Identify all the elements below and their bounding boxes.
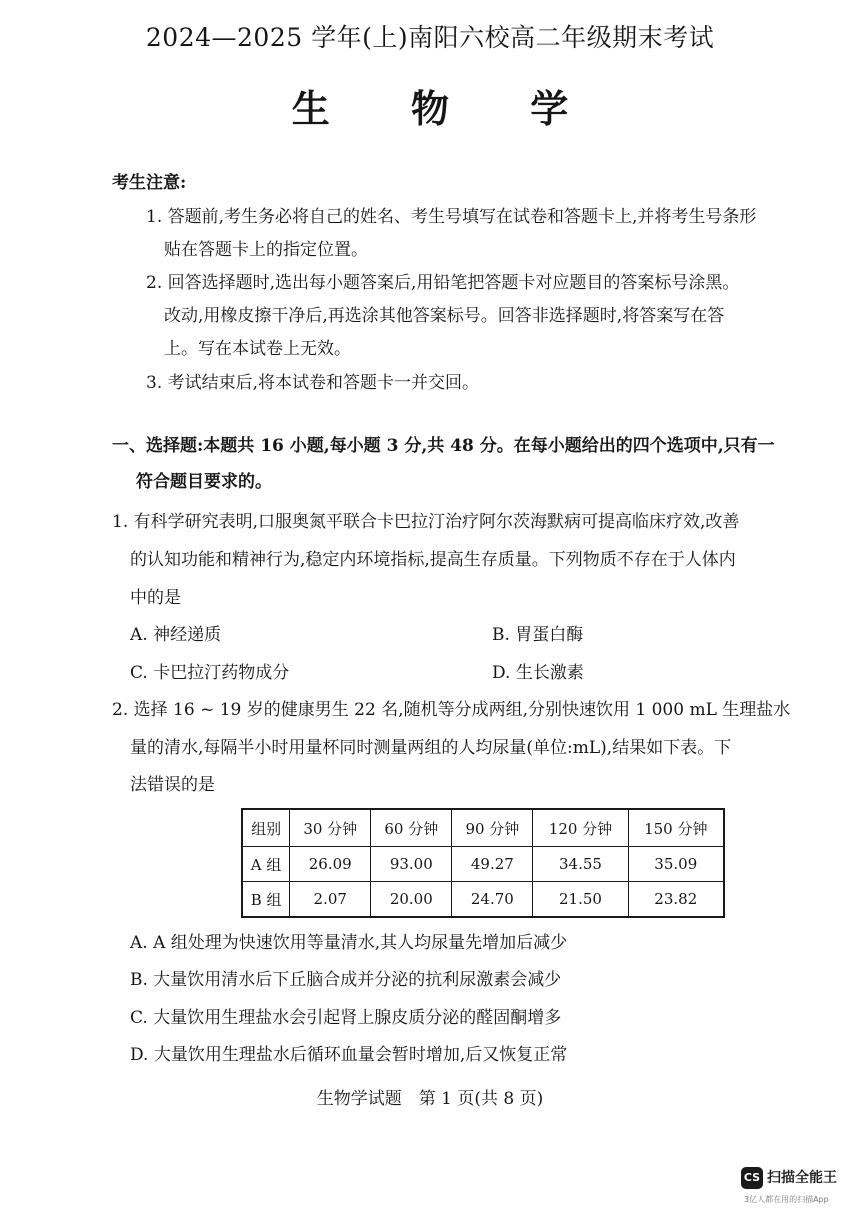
- q1-option-b: B. 胃蛋白酶: [492, 625, 584, 645]
- camscanner-tagline: 3亿人都在用的扫描App: [744, 1195, 829, 1204]
- notice-line-2: 贴在答题卡上的指定位置。: [164, 240, 368, 260]
- table-header-cell: 150 分钟: [628, 809, 724, 847]
- table-cell: 23.82: [628, 882, 724, 918]
- q1-option-d: D. 生长激素: [492, 663, 584, 683]
- q1-option-c: C. 卡巴拉汀药物成分: [130, 663, 290, 683]
- table-cell: 26.09: [290, 847, 371, 882]
- table-cell: 2.07: [290, 882, 371, 918]
- table-header-cell: 120 分钟: [533, 809, 628, 847]
- urine-volume-table: [241, 808, 725, 918]
- notice-line-1: 1. 答题前,考生务必将自己的姓名、考生号填写在试卷和答题卡上,并将考生号条形: [146, 207, 757, 227]
- q1-stem-line-2: 的认知功能和精神行为,稳定内环境指标,提高生存质量。下列物质不存在于人体内: [130, 550, 736, 570]
- table-row: [242, 882, 724, 918]
- exam-title: 2024—2025 学年(上)南阳六校高二年级期末考试: [145, 23, 715, 52]
- notice-line-3: 2. 回答选择题时,选出每小题答案后,用铅笔把答题卡对应题目的答案标号涂黑。: [146, 273, 740, 293]
- table-cell: 20.00: [371, 882, 452, 918]
- section-heading: 一、选择题:本题共 16 小题,每小题 3 分,共 48 分。在每小题给出的四个选项中,只有一: [112, 436, 775, 456]
- table-cell: 34.55: [533, 847, 628, 882]
- q2-stem-line-1: 2. 选择 16 ~ 19 岁的健康男生 22 名,随机等分成两组,分别快速饮用 1 000 mL 生理盐水: [112, 700, 791, 720]
- q1-stem-line-3: 中的是: [130, 588, 181, 608]
- q1-option-a: A. 神经递质: [130, 625, 222, 645]
- table-cell: B 组: [242, 882, 290, 918]
- q2-option-d: D. 大量饮用生理盐水后循环血量会暂时增加,后又恢复正常: [130, 1045, 568, 1065]
- q2-stem-line-2: 量的清水,每隔半小时用量杯同时测量两组的人均尿量(单位:mL),结果如下表。下: [130, 738, 732, 758]
- table-row: [242, 847, 724, 882]
- table-cell: 24.70: [452, 882, 533, 918]
- page-footer: 生物学试题 第 1 页(共 8 页): [316, 1089, 544, 1109]
- table-cell: 93.00: [371, 847, 452, 882]
- q2-option-c: C. 大量饮用生理盐水会引起肾上腺皮质分泌的醛固酮增多: [130, 1008, 562, 1028]
- camscanner-logo-icon: CS: [741, 1167, 763, 1189]
- subject-title: 生 物 学: [291, 86, 603, 131]
- section-heading-cont: 符合题目要求的。: [136, 472, 272, 492]
- table-cell: A 组: [242, 847, 290, 882]
- q2-option-b: B. 大量饮用清水后下丘脑合成并分泌的抗利尿激素会减少: [130, 970, 562, 990]
- table-cell: 21.50: [533, 882, 628, 918]
- table-cell: 49.27: [452, 847, 533, 882]
- table-header-cell: 60 分钟: [371, 809, 452, 847]
- camscanner-brand: 扫描全能王: [767, 1170, 837, 1186]
- notice-line-5: 上。写在本试卷上无效。: [164, 339, 351, 359]
- table-header-cell: 90 分钟: [452, 809, 533, 847]
- table-header-cell: 30 分钟: [290, 809, 371, 847]
- notice-line-6: 3. 考试结束后,将本试卷和答题卡一并交回。: [146, 373, 480, 393]
- table-cell: 35.09: [628, 847, 724, 882]
- table-header-cell: 组别: [242, 809, 290, 847]
- notice-line-4: 改动,用橡皮擦干净后,再选涂其他答案标号。回答非选择题时,将答案写在答: [164, 306, 725, 326]
- q2-option-a: A. A 组处理为快速饮用等量清水,其人均尿量先增加后减少: [130, 933, 568, 953]
- notice-heading: 考生注意:: [112, 173, 187, 193]
- table-header-row: [242, 809, 724, 847]
- q1-stem-line-1: 1. 有科学研究表明,口服奥氮平联合卡巴拉汀治疗阿尔茨海默病可提高临床疗效,改善: [112, 512, 740, 532]
- q2-stem-line-3: 法错误的是: [130, 775, 215, 795]
